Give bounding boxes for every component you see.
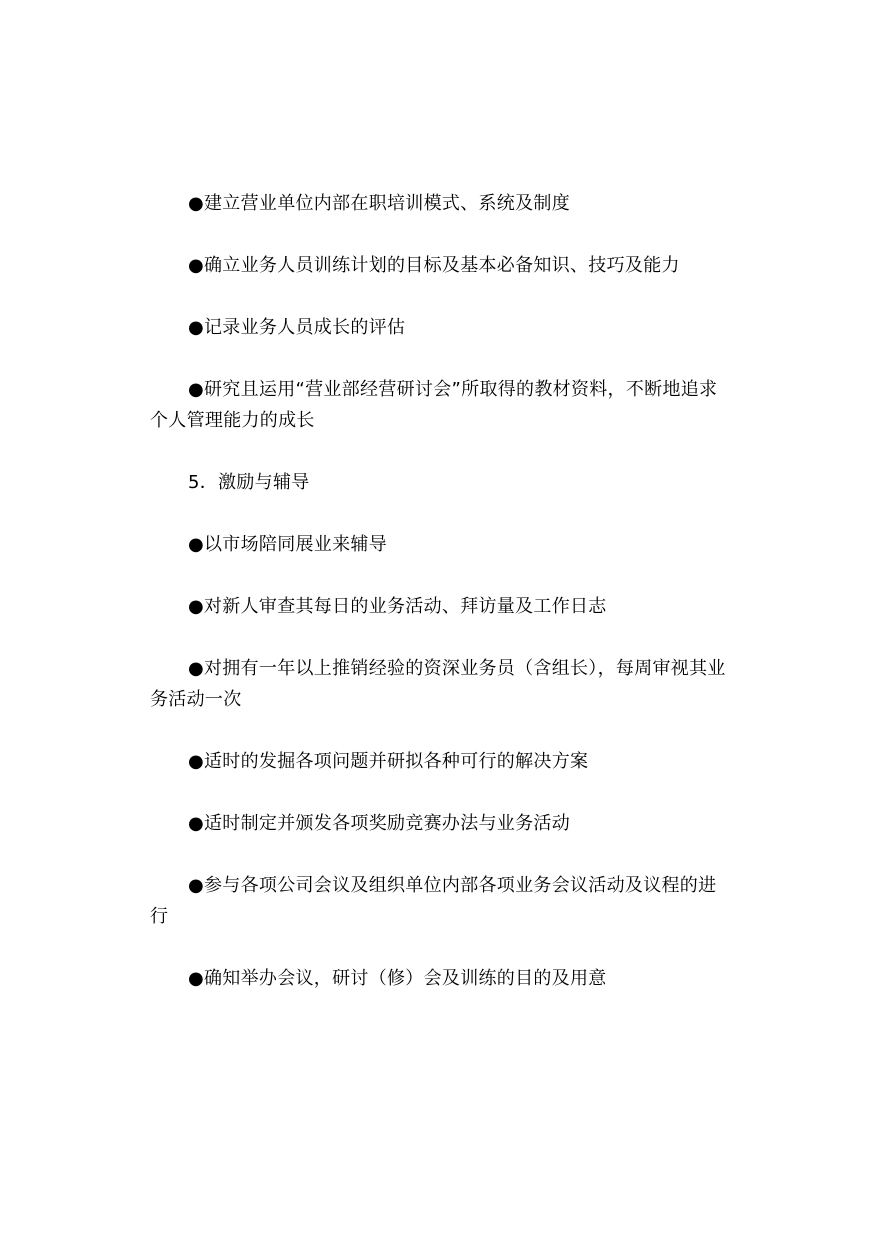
bullet-paragraph: ●适时的发掘各项问题并研拟各种可行的解决方案 [188, 751, 589, 772]
document-body [150, 188, 730, 1025]
bullet-paragraph: ●以市场陪同展业来辅导 [188, 534, 388, 555]
bullet-paragraph: ●建立营业单位内部在职培训模式、系统及制度 [188, 193, 571, 214]
section-heading: 5．激励与辅导 [188, 472, 310, 493]
bullet-paragraph: ●确知举办会议，研讨（修）会及训练的目的及用意 [188, 968, 607, 989]
bullet-paragraph: ●对新人审查其每日的业务活动、拜访量及工作日志 [188, 596, 607, 617]
bullet-paragraph: ●确立业务人员训练计划的目标及基本必备知识、技巧及能力 [188, 255, 680, 276]
bullet-paragraph: ●记录业务人员成长的评估 [188, 317, 406, 338]
bullet-paragraph: ●适时制定并颁发各项奖励竞赛办法与业务活动 [188, 813, 571, 834]
bullet-paragraph: ●对拥有一年以上推销经验的资深业务员（含组长），每周审视其业务活动一次 [150, 658, 726, 710]
bullet-paragraph: ●参与各项公司会议及组织单位内部各项业务会议活动及议程的进行 [150, 875, 717, 927]
bullet-paragraph: ●研究且运用“营业部经营研讨会”所取得的教材资料，不断地追求个人管理能力的成长 [150, 379, 718, 431]
